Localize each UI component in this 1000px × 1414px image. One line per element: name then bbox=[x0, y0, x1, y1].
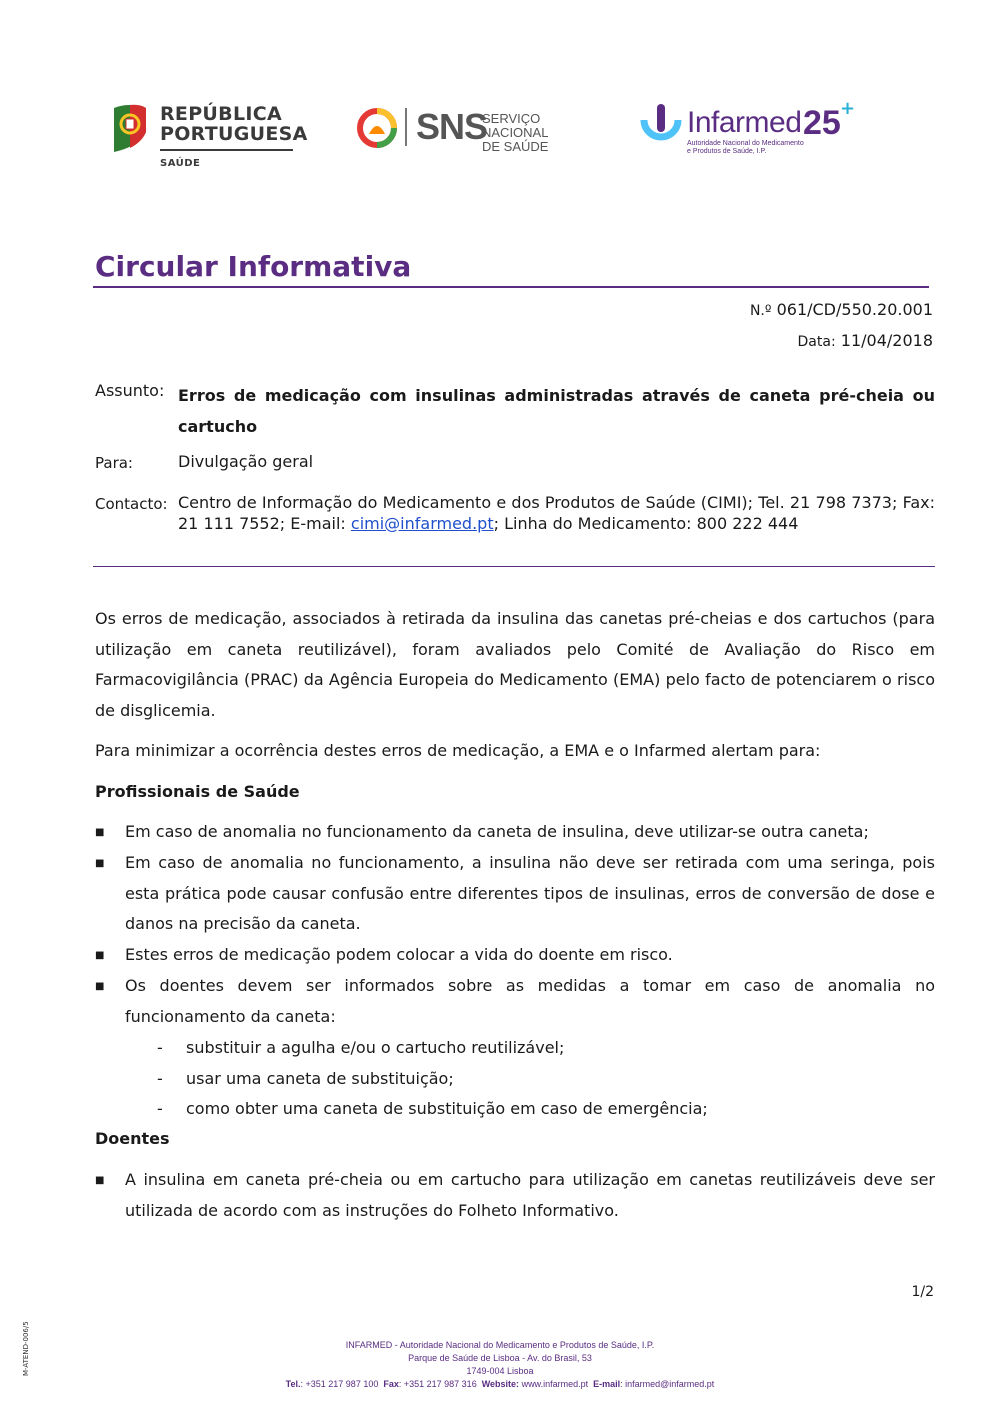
infarmed-wordmark: Infarmed bbox=[687, 106, 802, 139]
subject-text: Erros de medicação com insulinas administradas através de caneta pré-cheia ou cartucho bbox=[178, 386, 935, 436]
infarmed-sub1: Autoridade Nacional do Medicamento bbox=[687, 140, 804, 147]
footer-email-label: E-mail bbox=[593, 1379, 621, 1389]
bullet-marker: ■ bbox=[95, 981, 105, 992]
bullet-marker: ■ bbox=[95, 827, 105, 838]
sns-logo bbox=[357, 106, 597, 154]
document-code: M-ATEND-006/5 bbox=[22, 1321, 30, 1376]
lead-paragraph: Para minimizar a ocorrência destes erros de medicação, a EMA e o Infarmed alertam para: bbox=[95, 741, 821, 760]
page-number: 1/2 bbox=[911, 1284, 934, 1300]
footer-line3: 1749-004 Lisboa bbox=[466, 1366, 534, 1376]
sns-line1: SERVIÇO NACIONAL bbox=[482, 111, 549, 140]
list-item: A insulina em caneta pré-cheia ou em cartucho para utilização em canetas reutilizáveis deve ser utilizada de acordo com as instruções do Folheto Informativo. bbox=[125, 1170, 935, 1220]
footer-line2: Parque de Saúde de Lisboa - Av. do Brasil, 53 bbox=[408, 1353, 592, 1363]
sub-list-item: substituir a agulha e/ou o cartucho reutilizável; bbox=[186, 1038, 565, 1057]
contact-email-link[interactable]: cimi@infarmed.pt bbox=[350, 513, 494, 533]
subject-label: Assunto: bbox=[95, 381, 165, 400]
infarmed-logo bbox=[640, 100, 860, 164]
portugal-emblem-icon bbox=[110, 102, 150, 154]
dash-marker: - bbox=[157, 1069, 163, 1088]
sub-list-item: usar uma caneta de substituição; bbox=[186, 1069, 454, 1088]
sns-circle-icon bbox=[357, 108, 397, 148]
list-item: Os doentes devem ser informados sobre as medidas a tomar em caso de anomalia no funcionamento da caneta: bbox=[125, 976, 935, 1026]
sns-wordmark: SNS bbox=[416, 106, 488, 147]
contact-post: ; Linha do Medicamento: 800 222 444 bbox=[493, 513, 799, 533]
bullet-marker: ■ bbox=[95, 1175, 105, 1186]
rp-divider bbox=[160, 149, 293, 151]
title-divider bbox=[93, 286, 929, 288]
rp-subtitle: SAÚDE bbox=[160, 158, 201, 169]
footer-tel: : +351 217 987 100 bbox=[300, 1379, 379, 1389]
reference-value: 061/CD/550.20.001 bbox=[776, 300, 933, 319]
footer-contacts bbox=[200, 1378, 800, 1391]
infarmed-anniversary: 25 bbox=[803, 104, 841, 142]
infarmed-subtitle bbox=[687, 140, 804, 156]
sns-subtitle bbox=[482, 112, 597, 154]
plus-icon: + bbox=[840, 98, 856, 119]
infarmed-drop-icon bbox=[640, 104, 682, 150]
document-date bbox=[798, 331, 933, 350]
section-heading-patients: Doentes bbox=[95, 1129, 170, 1148]
list-item: Estes erros de medicação podem colocar a vida do doente em risco. bbox=[125, 945, 673, 964]
date-value: 11/04/2018 bbox=[840, 331, 933, 350]
list-item: Em caso de anomalia no funcionamento da caneta de insulina, deve utilizar-se outra caneta; bbox=[125, 822, 869, 841]
infarmed-sub2: e Produtos de Saúde, I.P. bbox=[687, 148, 767, 155]
contact-text bbox=[178, 493, 935, 534]
contact-pre: Centro de Informação do Medicamento e dos Produtos de Saúde (CIMI); Tel. 21 798 7373; Fax: 21 111 7552; E-mail: bbox=[178, 493, 935, 533]
intro-paragraph: Os erros de medicação, associados à retirada da insulina das canetas pré-cheias e dos cartuchos (para utilização em caneta reutilizável), foram avaliados pelo Comité de Avaliação do Risco em Farmacovigilância (PRAC) da Agência Europeia do Medicamento (EMA) pelo facto de potenciarem o risco de disglicemia. bbox=[95, 609, 935, 721]
footer-web-label: Website: bbox=[481, 1379, 520, 1389]
to-text: Divulgação geral bbox=[178, 452, 314, 471]
sns-line2: DE SAÚDE bbox=[482, 139, 549, 154]
dash-marker: - bbox=[157, 1038, 163, 1057]
footer-web: www.infarmed.pt bbox=[519, 1379, 589, 1389]
document-title: Circular Informativa bbox=[95, 250, 412, 283]
bullet-marker: ■ bbox=[95, 858, 105, 869]
footer-email: : infarmed@infarmed.pt bbox=[620, 1379, 715, 1389]
reference-number bbox=[750, 300, 933, 319]
reference-label: N.º bbox=[749, 303, 772, 319]
sub-list-item: como obter uma caneta de substituição em caso de emergência; bbox=[186, 1099, 708, 1118]
rp-wordmark bbox=[160, 104, 308, 144]
date-label: Data: bbox=[797, 334, 836, 350]
bullet-marker: ■ bbox=[95, 950, 105, 961]
republica-portuguesa-logo bbox=[110, 102, 308, 174]
meta-divider bbox=[93, 566, 935, 567]
footer-fax: : +351 217 987 316 bbox=[398, 1379, 477, 1389]
footer-tel-label: Tel. bbox=[285, 1379, 301, 1389]
footer-fax-label: Fax bbox=[383, 1379, 399, 1389]
dash-marker: - bbox=[157, 1099, 163, 1118]
rp-line1: REPÚBLICA bbox=[160, 103, 282, 125]
footer-line1: INFARMED - Autoridade Nacional do Medicamento e Produtos de Saúde, I.P. bbox=[345, 1340, 655, 1350]
sns-divider bbox=[405, 108, 407, 146]
rp-line2: PORTUGUESA bbox=[160, 123, 308, 145]
to-label: Para: bbox=[95, 454, 133, 472]
section-heading-professionals: Profissionais de Saúde bbox=[95, 782, 300, 801]
contact-label: Contacto: bbox=[95, 495, 168, 513]
list-item: Em caso de anomalia no funcionamento, a insulina não deve ser retirada com uma seringa, pois esta prática pode causar confusão entre diferentes tipos de insulinas, erros de conversão de dose e danos na precisão da caneta. bbox=[125, 853, 935, 934]
